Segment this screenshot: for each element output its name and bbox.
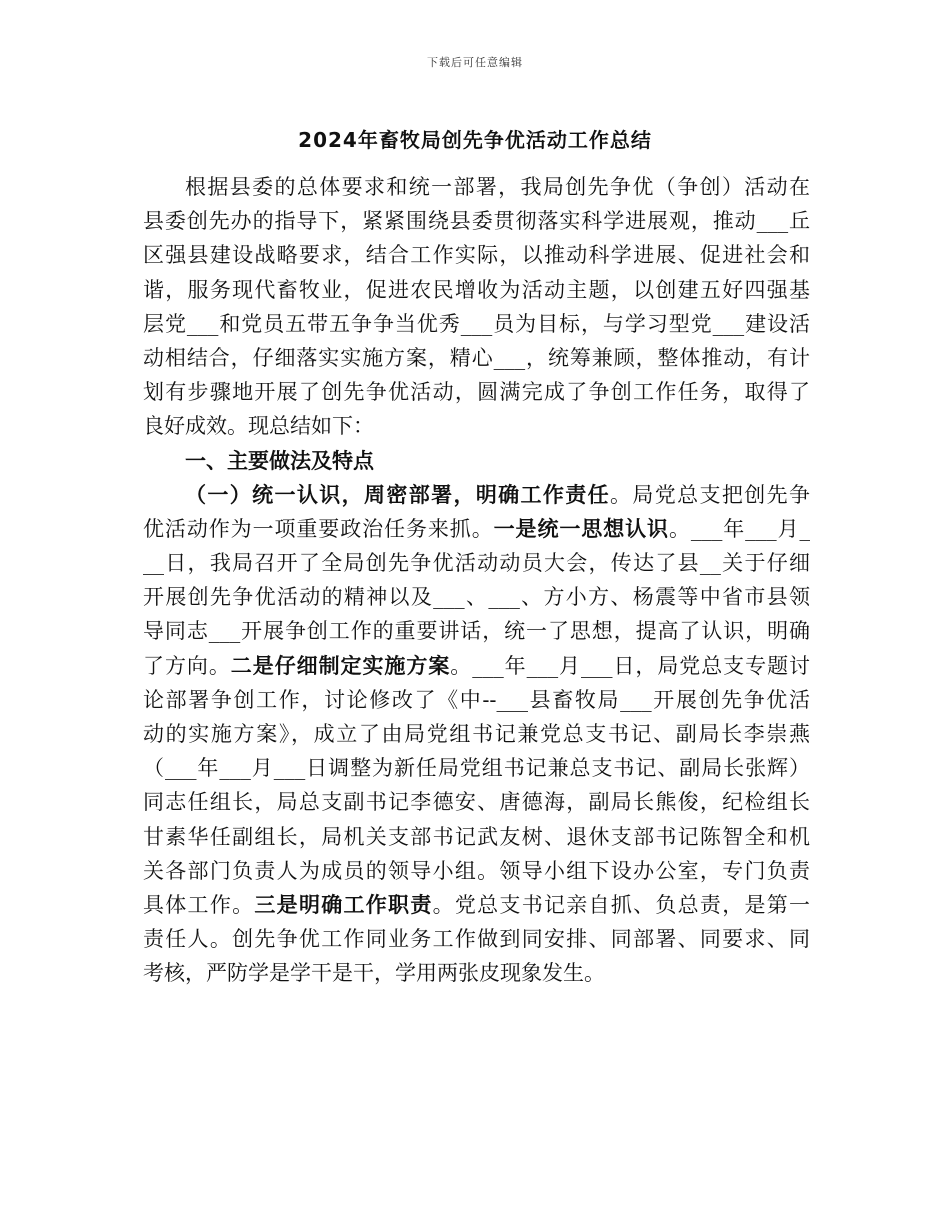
text-line (143, 512, 810, 546)
document-body (143, 170, 810, 991)
text-line: 划有步骤地开展了创先争优活动，圆满完成了争创工作任务，取得了 (143, 380, 810, 405)
text-line: 谐，服务现代畜牧业，促进农民增收为活动主题，以创建五好四强基 (143, 277, 810, 302)
text-run: 优活动作为一项重要政治任务来抓。 (143, 516, 494, 541)
text-line: （___年___月___日调整为新任局党组书记兼总支书记、副局长张辉） (143, 756, 810, 781)
text-line: __日，我局召开了全局创先争优活动动员大会，传达了县__关于仔细 (143, 551, 810, 576)
paragraph-measures (143, 478, 810, 991)
text-run: 。党总支书记亲自抓、负总责，是第一 (432, 892, 811, 917)
text-line: 动的实施方案》，成立了由局党组书记兼党总支书记、副局长李崇燕 (143, 722, 810, 746)
text-line: 区强县建设战略要求，结合工作实际，以推动科学进展、促进社会和 (143, 243, 810, 268)
text-line: 根据县委的总体要求和统一部署，我局创先争优（争创）活动在 (185, 175, 810, 199)
text-line: 同志任组长，局总支副书记李德安、唐德海，副局长熊俊，纪检组长 (143, 790, 810, 815)
header-note: 下载后可任意编辑 (427, 56, 523, 69)
text-line: 考核，严防学是学干是干，学用两张皮现象发生。 (143, 961, 605, 986)
text-run: 。局党总支把创先争 (610, 482, 811, 507)
text-line (143, 478, 810, 512)
text-line: 开展创先争优活动的精神以及___、___、方小方、杨震等中省市县领 (143, 585, 810, 610)
text-line (143, 888, 810, 922)
text-run: 。___年___月___日，局党总支专题讨 (450, 653, 811, 678)
text-line: 良好成效。现总结如下： (143, 414, 374, 439)
section-heading: 一、主要做法及特点 (185, 448, 374, 473)
text-line: 县委创先办的指导下，紧紧围绕县委贯彻落实科学进展观，推动___丘 (143, 209, 810, 234)
text-line: 层党___和党员五带五争争当优秀___员为目标，与学习型党___建设活 (143, 311, 810, 336)
text-run: 了方向。 (143, 653, 231, 678)
text-line: 动相结合，仔细落实实施方案，精心___，统筹兼顾，整体推动，有计 (143, 345, 810, 370)
text-line: 责任人。创先争优工作同业务工作做到同安排、同部署、同要求、同 (143, 927, 810, 952)
text-line: 导同志___开展争创工作的重要讲话，统一了思想，提高了认识，明确 (143, 619, 810, 644)
document-title: 2024年畜牧局创先争优活动工作总结 (298, 128, 652, 152)
text-line (143, 649, 810, 683)
text-run: 具体工作。 (143, 892, 255, 917)
key-point: 一是统一思想认识 (493, 516, 669, 541)
text-line: 甘素华任副组长，局机关支部书记武友树、退休支部书记陈智全和机 (143, 824, 810, 849)
text-run: 。___年___月_ (668, 516, 811, 541)
text-line: 关各部门负责人为成员的领导小组。领导小组下设办公室，专门负责 (143, 858, 810, 883)
subheading: （一）统一认识，周密部署，明确工作责任 (185, 482, 611, 507)
text-line: 论部署争创工作，讨论修改了《中--___县畜牧局___开展创先争优活 (143, 687, 810, 712)
key-point: 三是明确工作职责 (254, 892, 433, 917)
key-point: 二是仔细制定实施方案 (230, 653, 451, 678)
paragraph-intro (143, 170, 810, 444)
